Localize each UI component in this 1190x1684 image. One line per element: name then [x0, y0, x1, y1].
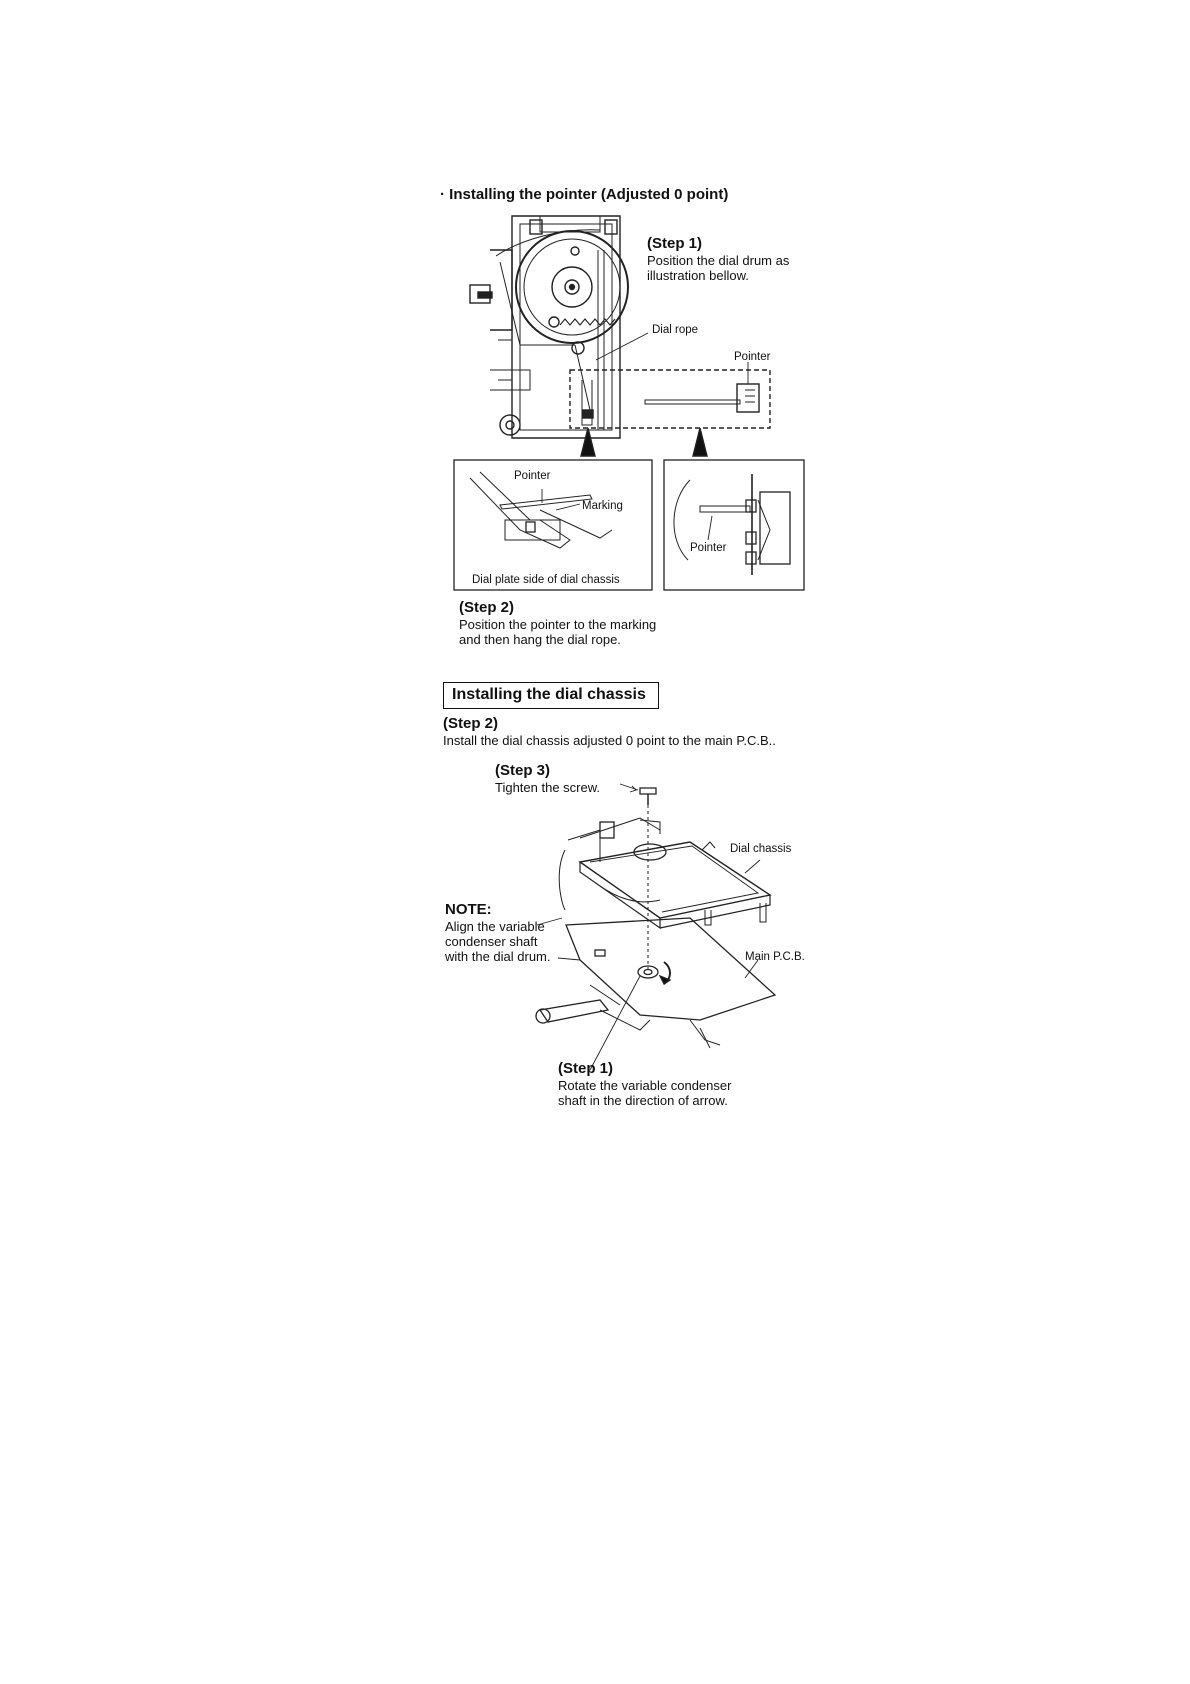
inset-left-caption: Dial plate side of dial chassis	[472, 574, 620, 586]
label-dial-rope: Dial rope	[652, 324, 699, 336]
section1-step1-line2: illustration bellow.	[647, 268, 749, 283]
label-dial-chassis: Dial chassis	[730, 843, 792, 855]
section1-step2-title: (Step 2)	[459, 599, 515, 616]
section2-step1-line1: Rotate the variable condenser	[558, 1078, 732, 1093]
bullet: ·	[440, 186, 445, 203]
inset-left-pointer-label: Pointer	[514, 470, 551, 482]
note-line2: condenser shaft	[445, 934, 538, 949]
section2-heading: Installing the dial chassis	[443, 682, 659, 709]
section1-step2-line1: Position the pointer to the marking	[459, 617, 657, 632]
note-line1: Align the variable	[445, 919, 545, 934]
section2-step2-text: Install the dial chassis adjusted 0 point to the main P.C.B..	[443, 733, 776, 748]
inset-right-pointer-label: Pointer	[690, 542, 727, 554]
section1-step1-line1: Position the dial drum as	[647, 253, 790, 268]
section2-step3-title: (Step 3)	[495, 762, 551, 779]
section1-heading	[440, 186, 728, 203]
section1-step1-title: (Step 1)	[647, 235, 703, 252]
section2-step1-title: (Step 1)	[558, 1060, 614, 1077]
label-pointer-top: Pointer	[734, 351, 771, 363]
section2-step1-line2: shaft in the direction of arrow.	[558, 1093, 728, 1108]
section2-step2-title: (Step 2)	[443, 715, 499, 732]
section1-step2-line2: and then hang the dial rope.	[459, 632, 621, 647]
label-main-pcb: Main P.C.B.	[745, 951, 805, 963]
note-line3: with the dial drum.	[445, 949, 551, 964]
inset-left-marking-label: Marking	[582, 500, 623, 512]
note-title: NOTE:	[445, 901, 492, 918]
section2-step3-text: Tighten the screw.	[495, 780, 601, 795]
section1-title: Installing the pointer (Adjusted 0 point)	[449, 186, 729, 203]
